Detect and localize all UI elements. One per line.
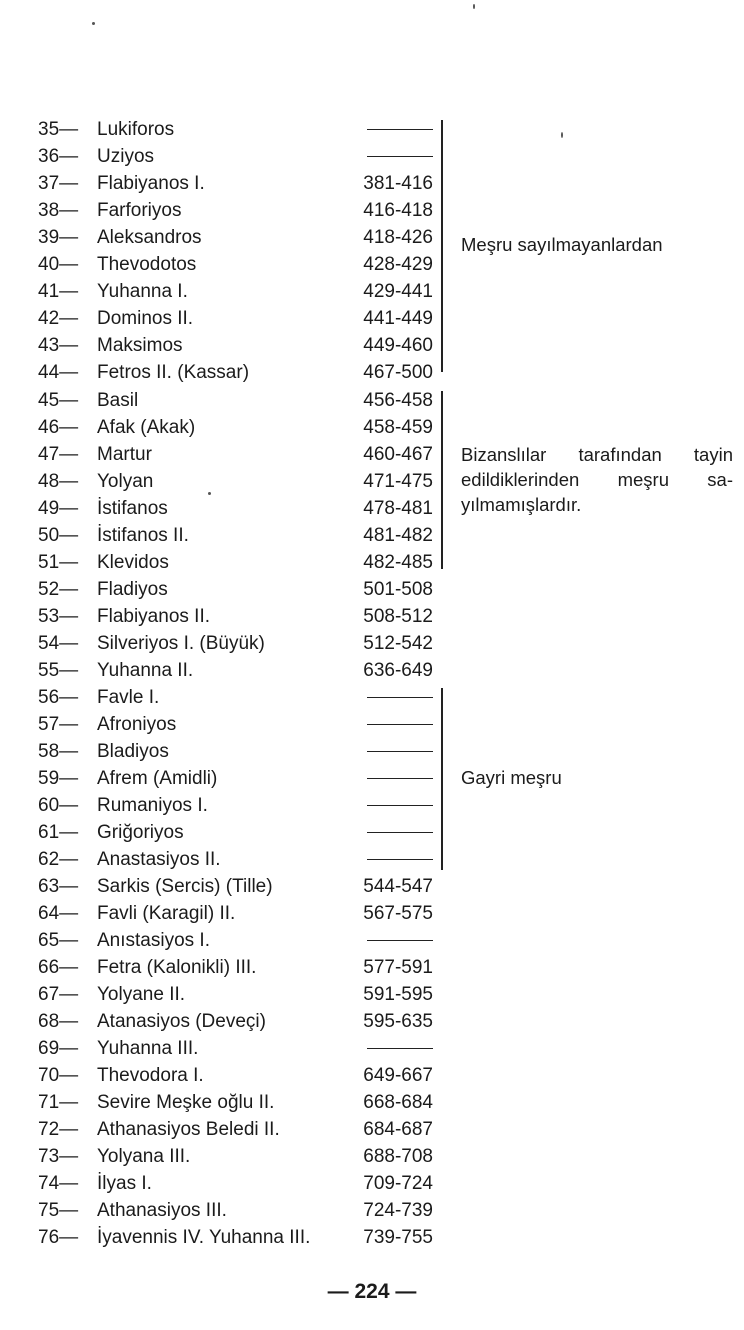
list-item	[0, 414, 440, 441]
note-group-2: Bizanslılar tarafından tayin edildiklerinden meşru sa- yılmamışlardır.	[461, 444, 733, 515]
patriarch-name: Rumaniyos I.	[97, 795, 208, 816]
list-item	[0, 278, 440, 305]
item-number: 37—	[38, 173, 79, 194]
list-item	[0, 441, 440, 468]
patriarch-name: Anastasiyos II.	[97, 849, 221, 870]
patriarch-name: Aleksandros	[97, 227, 202, 248]
blank-years-line	[367, 156, 433, 157]
patriarch-name: Fetra (Kalonikli) III.	[97, 957, 257, 978]
item-number: 73—	[38, 1146, 79, 1167]
patriarch-name: Maksimos	[97, 335, 183, 356]
list-item	[0, 305, 440, 332]
reign-years: 471-475	[363, 471, 433, 492]
patriarch-name: Afrem (Amidli)	[97, 768, 218, 789]
item-number: 46—	[38, 417, 79, 438]
item-number: 66—	[38, 957, 79, 978]
reign-years: 481-482	[363, 525, 433, 546]
list-item	[0, 1197, 440, 1224]
list-item	[0, 900, 440, 927]
item-number: 35—	[38, 119, 79, 140]
reign-years: 649-667	[363, 1065, 433, 1086]
patriarch-name: Uziyos	[97, 146, 155, 167]
patriarch-name: Fladiyos	[97, 579, 168, 600]
reign-years: 668-684	[363, 1092, 433, 1113]
item-number: 75—	[38, 1200, 79, 1221]
patriarch-name: Thevodotos	[97, 254, 197, 275]
item-number: 61—	[38, 822, 79, 843]
patriarch-name: Atanasiyos (Deveçi)	[97, 1011, 266, 1032]
list-item	[0, 332, 440, 359]
item-number: 62—	[38, 849, 79, 870]
item-number: 64—	[38, 903, 79, 924]
list-item	[0, 711, 440, 738]
reign-years: 688-708	[363, 1146, 433, 1167]
list-item	[0, 359, 440, 386]
list-item	[0, 143, 440, 170]
reign-years: 739-755	[363, 1227, 433, 1248]
reign-years: 482-485	[363, 552, 433, 573]
reign-years: 458-459	[363, 417, 433, 438]
item-number: 68—	[38, 1011, 79, 1032]
patriarch-name: Yuhanna I.	[97, 281, 188, 302]
patriarch-name: Silveriyos I. (Büyük)	[97, 633, 265, 654]
reign-years: 724-739	[363, 1200, 433, 1221]
item-number: 40—	[38, 254, 79, 275]
patriarch-name: İyavennis IV. Yuhanna III.	[97, 1227, 311, 1248]
list-item	[0, 630, 440, 657]
item-number: 53—	[38, 606, 79, 627]
list-item	[0, 1143, 440, 1170]
list-item	[0, 522, 440, 549]
patriarch-name: Martur	[97, 444, 152, 465]
reign-years: 591-595	[363, 984, 433, 1005]
list-item	[0, 1062, 440, 1089]
list-item	[0, 819, 440, 846]
item-number: 67—	[38, 984, 79, 1005]
patriarch-name: İlyas I.	[97, 1173, 152, 1194]
item-number: 58—	[38, 741, 79, 762]
blank-years-line	[367, 697, 433, 698]
reign-years: 429-441	[363, 281, 433, 302]
item-number: 51—	[38, 552, 79, 573]
list-item	[0, 1035, 440, 1062]
reign-years: 381-416	[363, 173, 433, 194]
blank-years-line	[367, 832, 433, 833]
scan-speck	[561, 132, 563, 138]
reign-years: 508-512	[363, 606, 433, 627]
item-number: 69—	[38, 1038, 79, 1059]
item-number: 50—	[38, 525, 79, 546]
item-number: 60—	[38, 795, 79, 816]
patriarch-name: Yolyana III.	[97, 1146, 191, 1167]
item-number: 44—	[38, 362, 79, 383]
patriarch-name: Anıstasiyos I.	[97, 930, 210, 951]
item-number: 43—	[38, 335, 79, 356]
list-item	[0, 738, 440, 765]
reign-years: 709-724	[363, 1173, 433, 1194]
reign-years: 428-429	[363, 254, 433, 275]
item-number: 47—	[38, 444, 79, 465]
reign-years: 512-542	[363, 633, 433, 654]
item-number: 65—	[38, 930, 79, 951]
list-item	[0, 495, 440, 522]
list-item	[0, 765, 440, 792]
patriarch-name: Favle I.	[97, 687, 160, 708]
blank-years-line	[367, 778, 433, 779]
patriarch-name: Basil	[97, 390, 139, 411]
note-group-3: Gayri meşru	[461, 767, 562, 788]
list-item	[0, 792, 440, 819]
list-item	[0, 657, 440, 684]
page-number: — 224 —	[327, 1280, 417, 1303]
item-number: 57—	[38, 714, 79, 735]
patriarch-name: Yolyane II.	[97, 984, 186, 1005]
reign-years: 636-649	[363, 660, 433, 681]
bracket-group-2	[441, 391, 443, 569]
reign-years: 418-426	[363, 227, 433, 248]
reign-years: 544-547	[363, 876, 433, 897]
list-item	[0, 224, 440, 251]
scan-speck	[92, 22, 95, 25]
reign-years: 456-458	[363, 390, 433, 411]
patriarch-name: Dominos II.	[97, 308, 194, 329]
list-item	[0, 251, 440, 278]
list-item	[0, 873, 440, 900]
list-item	[0, 1116, 440, 1143]
reign-years: 467-500	[363, 362, 433, 383]
reign-years: 449-460	[363, 335, 433, 356]
item-number: 36—	[38, 146, 79, 167]
list-item	[0, 1008, 440, 1035]
patriarch-name: Athanasiyos Beledi II.	[97, 1119, 280, 1140]
patriarch-name: Favli (Karagil) II.	[97, 903, 236, 924]
item-number: 55—	[38, 660, 79, 681]
reign-years: 501-508	[363, 579, 433, 600]
reign-years: 595-635	[363, 1011, 433, 1032]
patriarch-name: Afak (Akak)	[97, 417, 196, 438]
patriarch-name: Fetros II. (Kassar)	[97, 362, 250, 383]
blank-years-line	[367, 751, 433, 752]
patriarch-name: İstifanos	[97, 498, 168, 519]
item-number: 56—	[38, 687, 79, 708]
list-item	[0, 116, 440, 143]
patriarch-name: Bladiyos	[97, 741, 169, 762]
list-item	[0, 1170, 440, 1197]
reign-years: 416-418	[363, 200, 433, 221]
list-item	[0, 197, 440, 224]
list-item	[0, 1089, 440, 1116]
reign-years: 478-481	[363, 498, 433, 519]
blank-years-line	[367, 940, 433, 941]
patriarch-name: İstifanos II.	[97, 525, 189, 546]
scan-speck	[473, 4, 475, 9]
patriarch-name: Griğoriyos	[97, 822, 184, 843]
patriarch-name: Athanasiyos III.	[97, 1200, 227, 1221]
list-item	[0, 927, 440, 954]
list-item	[0, 981, 440, 1008]
patriarch-name: Farforiyos	[97, 200, 182, 221]
list-item	[0, 468, 440, 495]
list-item	[0, 603, 440, 630]
item-number: 54—	[38, 633, 79, 654]
note-group-1: Meşru sayılmayanlardan	[461, 234, 663, 255]
item-number: 42—	[38, 308, 79, 329]
reign-years: 684-687	[363, 1119, 433, 1140]
item-number: 70—	[38, 1065, 79, 1086]
item-number: 76—	[38, 1227, 79, 1248]
blank-years-line	[367, 724, 433, 725]
bracket-group-1	[441, 120, 443, 372]
list-item	[0, 846, 440, 873]
reign-years: 460-467	[363, 444, 433, 465]
patriarch-name: Afroniyos	[97, 714, 177, 735]
item-number: 71—	[38, 1092, 79, 1113]
blank-years-line	[367, 129, 433, 130]
list-item	[0, 954, 440, 981]
patriarch-name: Lukiforos	[97, 119, 175, 140]
patriarch-name: Yuhanna III.	[97, 1038, 199, 1059]
list-item	[0, 387, 440, 414]
patriarch-name: Klevidos	[97, 552, 169, 573]
patriarch-name: Sevire Meşke oğlu II.	[97, 1092, 275, 1113]
item-number: 45—	[38, 390, 79, 411]
list-item	[0, 576, 440, 603]
item-number: 52—	[38, 579, 79, 600]
blank-years-line	[367, 859, 433, 860]
item-number: 49—	[38, 498, 79, 519]
item-number: 39—	[38, 227, 79, 248]
patriarch-name: Flabiyanos I.	[97, 173, 205, 194]
patriarch-name: Sarkis (Sercis) (Tille)	[97, 876, 273, 897]
item-number: 74—	[38, 1173, 79, 1194]
blank-years-line	[367, 1048, 433, 1049]
item-number: 72—	[38, 1119, 79, 1140]
item-number: 48—	[38, 471, 79, 492]
item-number: 38—	[38, 200, 79, 221]
patriarch-name: Thevodora I.	[97, 1065, 204, 1086]
item-number: 41—	[38, 281, 79, 302]
list-item	[0, 170, 440, 197]
patriarch-name: Yolyan	[97, 471, 154, 492]
list-item	[0, 549, 440, 576]
bracket-group-3	[441, 688, 443, 870]
blank-years-line	[367, 805, 433, 806]
patriarch-name: Flabiyanos II.	[97, 606, 210, 627]
list-item	[0, 1224, 440, 1251]
reign-years: 567-575	[363, 903, 433, 924]
reign-years: 577-591	[363, 957, 433, 978]
patriarch-name: Yuhanna II.	[97, 660, 194, 681]
item-number: 63—	[38, 876, 79, 897]
scan-speck	[208, 492, 211, 495]
list-item	[0, 684, 440, 711]
item-number: 59—	[38, 768, 79, 789]
reign-years: 441-449	[363, 308, 433, 329]
